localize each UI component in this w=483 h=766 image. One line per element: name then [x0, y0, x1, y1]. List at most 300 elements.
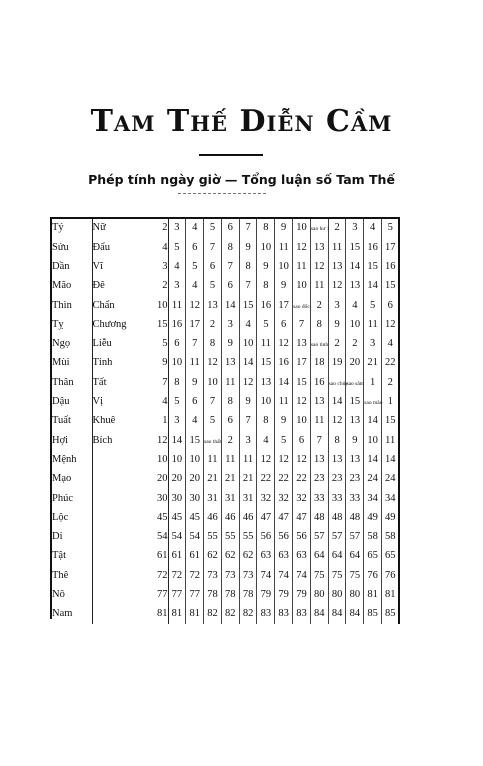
table-cell: 81 — [382, 586, 400, 605]
table-cell: 23 — [328, 470, 346, 489]
table-cell: 13 — [346, 451, 364, 470]
row-branch: Dậu — [52, 393, 92, 412]
table-cell: 4 — [186, 412, 204, 431]
table-cell: 3 — [328, 296, 346, 315]
table-cell: 12 — [239, 373, 257, 392]
table-cell: 15 — [346, 238, 364, 257]
table-cell: 9 — [239, 393, 257, 412]
table-cell: 74 — [257, 566, 275, 585]
table-cell: 9 — [186, 373, 204, 392]
table-cell: 12 — [293, 393, 311, 412]
table-cell: 45 — [168, 508, 186, 527]
table-cell: 22 — [275, 470, 293, 489]
table-cell: 24 — [364, 470, 382, 489]
table-cell: 63 — [257, 547, 275, 566]
table-cell: 3 — [346, 219, 364, 238]
table-cell: 83 — [275, 605, 293, 624]
table-cell: 12 — [293, 238, 311, 257]
table-cell — [346, 373, 364, 392]
table-cell: 73 — [204, 566, 222, 585]
title-rule — [199, 154, 263, 156]
table-cell: 56 — [257, 528, 275, 547]
cell-annotation: sao đốc — [293, 303, 310, 310]
table-cell: 12 — [257, 451, 275, 470]
table-cell: 34 — [364, 489, 382, 508]
table-cell: 6 — [293, 431, 311, 450]
table-cell: 81 — [168, 605, 186, 624]
table-cell: 14 — [364, 277, 382, 296]
table-cell: 14 — [239, 354, 257, 373]
page-subtitle: Phép tính ngày giờ — Tổng luận số Tam Thế — [88, 172, 395, 187]
table-cell: 84 — [346, 605, 364, 624]
table-cell: 17 — [293, 354, 311, 373]
table-cell: 19 — [328, 354, 346, 373]
table-cell: 16 — [275, 354, 293, 373]
row-branch: Thân — [52, 373, 92, 392]
table-cell: 12 — [275, 335, 293, 354]
table-cell: 72 — [168, 566, 186, 585]
table-body — [52, 219, 399, 624]
table-cell: 84 — [328, 605, 346, 624]
table-cell: 8 — [221, 238, 239, 257]
table-cell: 12 — [204, 354, 222, 373]
row-number: 4 — [138, 393, 168, 412]
row-number: 12 — [138, 431, 168, 450]
row-star: Đẩu — [92, 241, 110, 253]
tam-the-table — [50, 217, 400, 619]
row-star — [92, 586, 138, 605]
table-cell: 10 — [186, 451, 204, 470]
table-cell: 73 — [239, 566, 257, 585]
row-number: 77 — [138, 586, 168, 605]
table-cell: 11 — [310, 277, 328, 296]
table-cell: 16 — [257, 296, 275, 315]
table-cell: 11 — [257, 335, 275, 354]
table-row — [52, 373, 399, 392]
row-branch: Nô — [52, 586, 92, 605]
table-cell: 1 — [364, 373, 382, 392]
row-star: Tỉnh — [92, 357, 113, 369]
table-cell: 32 — [275, 489, 293, 508]
table-cell: 8 — [221, 393, 239, 412]
table-cell: 22 — [293, 470, 311, 489]
table-cell: 11 — [275, 393, 293, 412]
table-row — [52, 277, 399, 296]
table-cell: 46 — [239, 508, 257, 527]
table-row — [52, 238, 399, 257]
table-cell: 4 — [239, 315, 257, 334]
cell-annotation: sao chủy — [328, 380, 349, 387]
table-cell: 31 — [204, 489, 222, 508]
table-cell: 5 — [168, 238, 186, 257]
table-cell: 9 — [346, 431, 364, 450]
table-cell: 1 — [382, 393, 400, 412]
table-cell: 21 — [204, 470, 222, 489]
row-star: Vị — [92, 396, 103, 408]
table-cell: 5 — [204, 219, 222, 238]
table-cell: 4 — [168, 258, 186, 277]
table-cell: 47 — [257, 508, 275, 527]
table-cell: 80 — [310, 586, 328, 605]
table-cell: 13 — [310, 451, 328, 470]
table-cell: 49 — [364, 508, 382, 527]
table-cell: 78 — [221, 586, 239, 605]
table-cell: 11 — [221, 373, 239, 392]
table-cell: 21 — [221, 470, 239, 489]
table-cell: 5 — [364, 296, 382, 315]
table-cell: 16 — [168, 315, 186, 334]
table-cell: 13 — [221, 354, 239, 373]
subtitle-divider — [178, 193, 266, 194]
table-row — [52, 335, 399, 354]
table-cell — [310, 335, 328, 354]
table-cell: 10 — [239, 335, 257, 354]
row-star: Chương — [92, 318, 127, 330]
table-cell: 11 — [310, 412, 328, 431]
table-cell: 83 — [293, 605, 311, 624]
table-cell — [364, 393, 382, 412]
row-branch: Hợi — [52, 431, 92, 450]
table-cell: 8 — [257, 277, 275, 296]
table-cell: 45 — [186, 508, 204, 527]
table-cell: 48 — [328, 508, 346, 527]
table-cell: 4 — [186, 219, 204, 238]
table-cell: 8 — [204, 335, 222, 354]
table-cell: 85 — [364, 605, 382, 624]
table-cell: 54 — [168, 528, 186, 547]
table-cell: 11 — [328, 238, 346, 257]
table-cell: 8 — [257, 219, 275, 238]
row-branch: Di — [52, 528, 92, 547]
table-row — [52, 528, 399, 547]
table-cell: 10 — [257, 238, 275, 257]
row-branch: Tật — [52, 547, 92, 566]
row-star: Vĩ — [92, 260, 103, 272]
table-cell: 8 — [257, 412, 275, 431]
table-cell: 5 — [204, 412, 222, 431]
table-cell: 17 — [275, 296, 293, 315]
row-star — [92, 451, 138, 470]
row-star — [92, 605, 138, 624]
table-cell: 31 — [221, 489, 239, 508]
table-cell: 74 — [293, 566, 311, 585]
row-branch: Lộc — [52, 508, 92, 527]
row-branch: Ngọ — [52, 335, 92, 354]
table-cell: 6 — [275, 315, 293, 334]
table-row — [52, 547, 399, 566]
table-cell: 58 — [382, 528, 400, 547]
table-cell: 77 — [168, 586, 186, 605]
row-number: 10 — [138, 451, 168, 470]
table-cell: 10 — [168, 451, 186, 470]
table-cell: 58 — [364, 528, 382, 547]
table-row — [52, 431, 399, 450]
table-cell: 5 — [204, 277, 222, 296]
table-cell: 12 — [382, 315, 400, 334]
table-cell: 14 — [328, 393, 346, 412]
table-cell: 22 — [257, 470, 275, 489]
table-cell: 61 — [168, 547, 186, 566]
cell-annotation: sao tinh — [310, 342, 329, 349]
table-cell: 15 — [346, 393, 364, 412]
table-cell: 17 — [382, 238, 400, 257]
table-cell: 30 — [186, 489, 204, 508]
table-cell: 62 — [221, 547, 239, 566]
table-cell: 30 — [168, 489, 186, 508]
table-cell: 13 — [293, 335, 311, 354]
table-cell: 55 — [221, 528, 239, 547]
table-cell: 11 — [168, 296, 186, 315]
table-cell: 81 — [186, 605, 204, 624]
row-branch: Nam — [52, 605, 92, 624]
table-cell: 33 — [310, 489, 328, 508]
table-cell: 15 — [382, 277, 400, 296]
table-cell: 49 — [382, 508, 400, 527]
table-cell: 3 — [168, 219, 186, 238]
table-cell: 4 — [382, 335, 400, 354]
row-star — [92, 528, 138, 547]
table-cell: 13 — [204, 296, 222, 315]
row-branch: Tuất — [52, 412, 92, 431]
table-row — [52, 296, 399, 315]
table-cell: 5 — [186, 258, 204, 277]
table-cell: 79 — [257, 586, 275, 605]
table-cell: 13 — [328, 451, 346, 470]
table-cell: 64 — [310, 547, 328, 566]
table-cell: 10 — [275, 258, 293, 277]
table-cell: 12 — [328, 412, 346, 431]
table-cell: 18 — [310, 354, 328, 373]
row-branch: Thìn — [52, 296, 92, 315]
table-cell: 5 — [168, 393, 186, 412]
table-row — [52, 412, 399, 431]
row-branch: Tỵ — [52, 315, 92, 334]
table-cell: 14 — [364, 451, 382, 470]
table-cell: 3 — [239, 431, 257, 450]
table-cell: 7 — [293, 315, 311, 334]
table-cell: 10 — [293, 412, 311, 431]
row-branch: Mão — [52, 277, 92, 296]
table-row — [52, 451, 399, 470]
table-cell: 8 — [328, 431, 346, 450]
table-cell: 63 — [293, 547, 311, 566]
table-cell: 5 — [275, 431, 293, 450]
table-cell: 9 — [275, 219, 293, 238]
table-cell: 48 — [346, 508, 364, 527]
table-cell: 15 — [257, 354, 275, 373]
table-cell: 2 — [204, 315, 222, 334]
table-cell: 47 — [293, 508, 311, 527]
table-cell: 64 — [328, 547, 346, 566]
row-branch: Sửu — [52, 238, 92, 257]
table-cell: 80 — [328, 586, 346, 605]
table-cell: 7 — [239, 277, 257, 296]
row-branch: Thê — [52, 566, 92, 585]
table-cell: 10 — [204, 373, 222, 392]
table-cell: 24 — [382, 470, 400, 489]
table-cell: 74 — [275, 566, 293, 585]
row-number: 61 — [138, 547, 168, 566]
row-number: 15 — [138, 315, 168, 334]
page-title: Tam Thế Diễn Cầm — [90, 104, 393, 139]
table-cell: 6 — [221, 219, 239, 238]
table-cell: 14 — [168, 431, 186, 450]
row-branch: Mạo — [52, 470, 92, 489]
table-cell: 65 — [382, 547, 400, 566]
row-number: 3 — [138, 258, 168, 277]
table-row — [52, 393, 399, 412]
table-cell: 65 — [364, 547, 382, 566]
table-cell: 34 — [382, 489, 400, 508]
table-cell: 83 — [257, 605, 275, 624]
table-cell: 82 — [204, 605, 222, 624]
table-cell: 6 — [186, 393, 204, 412]
table-cell: 12 — [186, 296, 204, 315]
table-cell: 7 — [239, 219, 257, 238]
table-cell: 4 — [257, 431, 275, 450]
table-cell: 6 — [186, 238, 204, 257]
table-cell: 14 — [364, 412, 382, 431]
row-star — [92, 566, 138, 585]
table-cell: 11 — [186, 354, 204, 373]
table-cell: 9 — [221, 335, 239, 354]
table-cell: 16 — [364, 238, 382, 257]
table-cell: 61 — [186, 547, 204, 566]
table-cell: 33 — [328, 489, 346, 508]
table-cell: 32 — [257, 489, 275, 508]
table-cell: 9 — [239, 238, 257, 257]
table-cell: 15 — [293, 373, 311, 392]
table-cell — [293, 296, 311, 315]
row-number: 7 — [138, 373, 168, 392]
table-cell: 54 — [186, 528, 204, 547]
table-cell: 11 — [275, 238, 293, 257]
table-cell: 15 — [186, 431, 204, 450]
cell-annotation: sao sâm — [346, 380, 365, 387]
row-branch: Dần — [52, 258, 92, 277]
table-cell: 57 — [328, 528, 346, 547]
table-cell: 46 — [221, 508, 239, 527]
table-cell: 9 — [275, 412, 293, 431]
table-cell: 13 — [346, 277, 364, 296]
table-cell: 7 — [221, 258, 239, 277]
table-cell: 11 — [204, 451, 222, 470]
table-cell: 21 — [239, 470, 257, 489]
table-row — [52, 566, 399, 585]
table-cell: 16 — [310, 373, 328, 392]
row-number: 20 — [138, 470, 168, 489]
row-number: 72 — [138, 566, 168, 585]
table-cell: 2 — [221, 431, 239, 450]
table-cell: 10 — [346, 315, 364, 334]
table-cell: 31 — [239, 489, 257, 508]
table-cell: 2 — [382, 373, 400, 392]
table-cell: 15 — [382, 412, 400, 431]
table-cell: 11 — [221, 451, 239, 470]
table-cell: 7 — [310, 431, 328, 450]
row-star — [92, 508, 138, 527]
table-cell: 7 — [186, 335, 204, 354]
table-cell: 13 — [346, 412, 364, 431]
row-branch: Mùi — [52, 354, 92, 373]
table-cell: 5 — [257, 315, 275, 334]
table-cell: 20 — [168, 470, 186, 489]
table-cell: 32 — [293, 489, 311, 508]
table-cell: 72 — [186, 566, 204, 585]
row-star: Đê — [92, 280, 105, 292]
tam-the-grid — [52, 219, 400, 624]
row-star: Tất — [92, 376, 107, 388]
table-cell: 17 — [186, 315, 204, 334]
table-cell: 16 — [382, 258, 400, 277]
table-cell: 11 — [382, 431, 400, 450]
table-row — [52, 470, 399, 489]
row-branch: Tý — [52, 219, 92, 238]
table-cell: 7 — [204, 238, 222, 257]
table-cell: 63 — [275, 547, 293, 566]
table-cell: 55 — [239, 528, 257, 547]
row-number: 30 — [138, 489, 168, 508]
table-cell: 80 — [346, 586, 364, 605]
table-cell: 12 — [328, 277, 346, 296]
row-star — [92, 470, 138, 489]
table-cell: 2 — [346, 335, 364, 354]
table-cell: 13 — [257, 373, 275, 392]
row-number: 2 — [138, 219, 168, 238]
table-cell: 4 — [346, 296, 364, 315]
table-cell: 6 — [168, 335, 186, 354]
row-number: 5 — [138, 335, 168, 354]
table-cell: 9 — [275, 277, 293, 296]
table-cell: 3 — [168, 277, 186, 296]
table-cell: 15 — [239, 296, 257, 315]
table-cell: 3 — [168, 412, 186, 431]
table-cell: 13 — [328, 258, 346, 277]
table-cell: 4 — [364, 219, 382, 238]
table-cell: 8 — [239, 258, 257, 277]
table-cell: 85 — [382, 605, 400, 624]
table-cell: 2 — [310, 296, 328, 315]
table-row — [52, 508, 399, 527]
table-cell: 20 — [186, 470, 204, 489]
table-cell — [328, 373, 349, 392]
table-cell: 56 — [293, 528, 311, 547]
table-cell — [204, 431, 222, 450]
row-star — [92, 547, 138, 566]
row-number: 4 — [138, 238, 168, 257]
table-cell: 21 — [364, 354, 382, 373]
table-cell: 9 — [328, 315, 346, 334]
table-cell: 79 — [293, 586, 311, 605]
row-number: 10 — [138, 296, 168, 315]
table-cell: 23 — [346, 470, 364, 489]
table-cell: 55 — [204, 528, 222, 547]
table-cell: 76 — [382, 566, 400, 585]
table-cell — [310, 219, 328, 238]
table-cell: 11 — [239, 451, 257, 470]
table-cell: 82 — [221, 605, 239, 624]
table-cell: 62 — [239, 547, 257, 566]
table-row — [52, 219, 399, 238]
table-cell: 6 — [221, 277, 239, 296]
table-cell: 10 — [257, 393, 275, 412]
table-cell: 84 — [310, 605, 328, 624]
table-cell: 23 — [310, 470, 328, 489]
cell-annotation: sao thất — [204, 438, 222, 445]
table-cell: 3 — [221, 315, 239, 334]
table-cell: 13 — [310, 393, 328, 412]
row-branch: Phúc — [52, 489, 92, 508]
